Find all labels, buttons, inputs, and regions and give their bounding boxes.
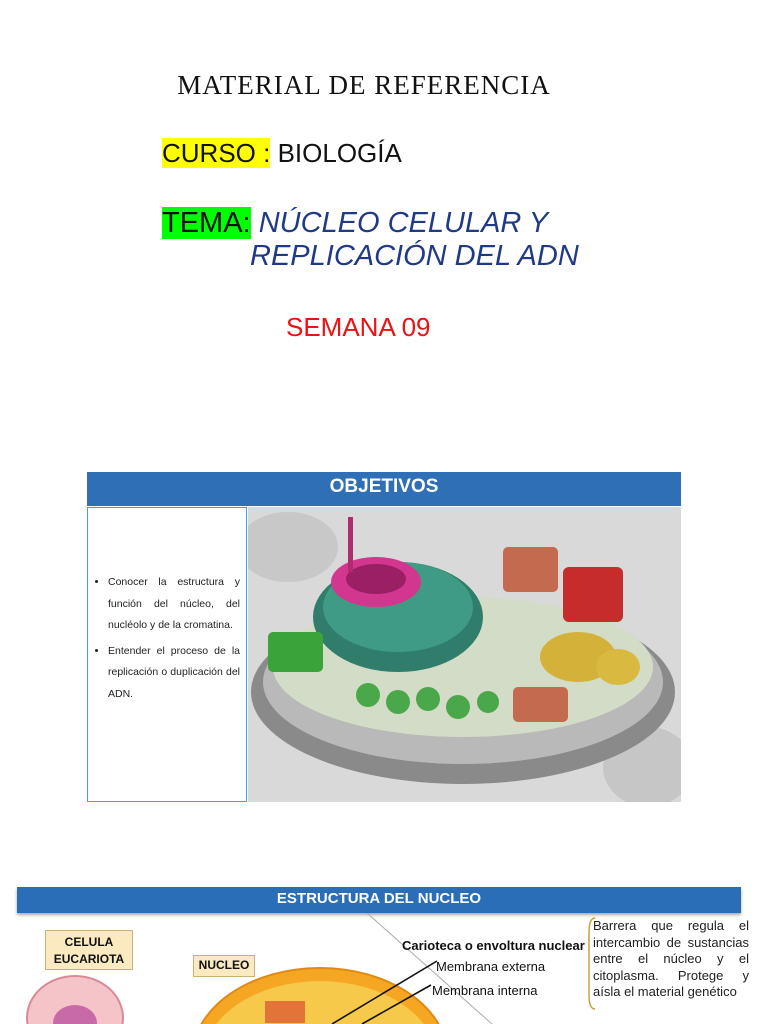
cell-label: CELULA EUCARIOTA [45, 930, 133, 970]
course-value: BIOLOGÍA [277, 138, 402, 168]
outer-membrane-label: Membrana externa [436, 959, 546, 974]
objectives-list [87, 507, 247, 802]
topic-value-line2: REPLICACIÓN DEL ADN [250, 240, 579, 272]
course-line [162, 138, 402, 169]
cell-illustration [248, 507, 681, 802]
objective-item: • Conocer la estructura y función del núcleo, del nucléolo y de la cromatina. [108, 572, 240, 637]
topic-value-line1: NÚCLEO CELULAR Y [258, 207, 549, 239]
objectives-heading: OBJETIVOS [87, 472, 681, 506]
inner-membrane-label: Membrana interna [432, 983, 538, 998]
structure-heading: ESTRUCTURA DEL NUCLEO [17, 887, 741, 913]
objective-item: • Entender el proceso de la replicación o duplicación del ADN. [108, 641, 240, 706]
nucleus-label: NUCLEO [193, 955, 255, 977]
topic-label: TEMA: [162, 207, 251, 239]
page-title: MATERIAL DE REFERENCIA [177, 70, 551, 100]
topic-line [162, 207, 548, 240]
envelope-label: Carioteca o envoltura nuclear [402, 938, 585, 953]
course-label: CURSO : [162, 138, 271, 168]
barrier-note: Barrera que regula el intercambio de sustancias entre el núcleo y el citoplasma. Protege y aísla el material genético [593, 918, 749, 999]
week-label: SEMANA 09 [286, 312, 431, 342]
